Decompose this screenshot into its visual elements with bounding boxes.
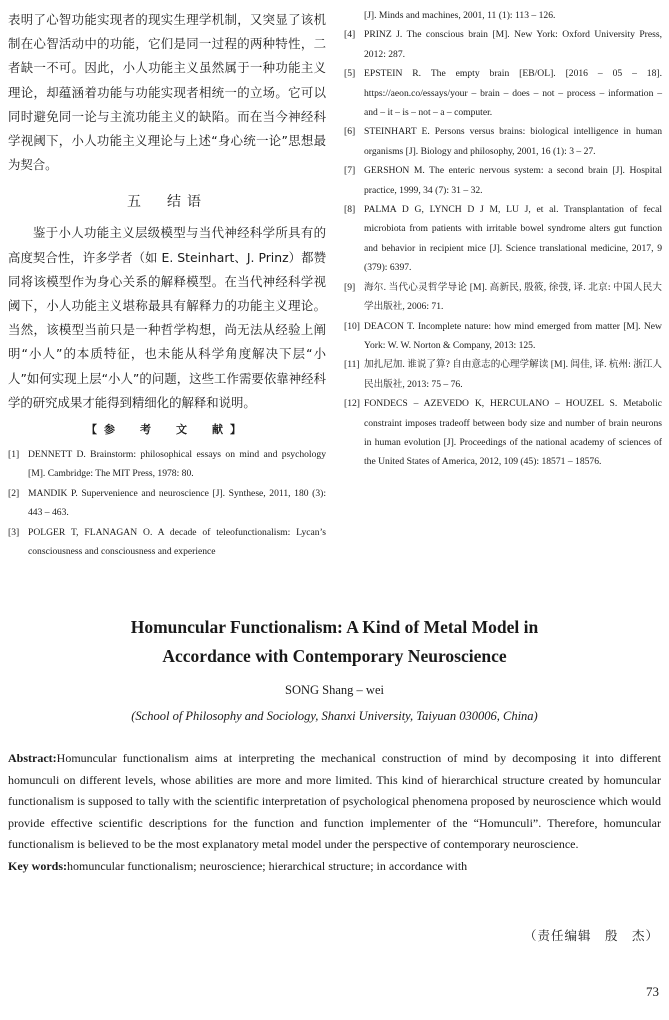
left-column (8, 8, 326, 561)
section-heading: 五 结语 (127, 194, 207, 211)
abstract-label: Abstract: (8, 751, 57, 765)
abstract (8, 748, 661, 877)
abstract-text: Homuncular functionalism aims at interpreting the mechanical construction of mind by decomposing it into different homunculi on different levels, whose abilities are more and more limited. This kind of hierarchical structure created by homuncular functionalism is supposed to tally with the scientific interpretation of psychological phenomena proposed by neuroscience which would provide effective scientific descriptions for the function and function implementer of the “Homunculi”. Therefore, homuncular functionalism is believed to be the most explanatory metal model under the perspective of contemporary neuroscience. (8, 751, 661, 851)
keywords-text: homuncular functionalism; neuroscience; hierarchical structure; in accordance with (67, 858, 468, 873)
english-title (0, 613, 669, 671)
reference-item: [8] PALMA D G, LYNCH D J M, LU J, et al. Transplantation of fecal microbiota from patients with irritable bowel syndrome alters gut function and behavior in recipient mice [J]. Science translational medicine, 2017, 9 (379): 6397. (344, 204, 662, 274)
reference-item: [7] GERSHON M. The enteric nervous system: a second brain [J]. Hospital practice, 1999, 34 (7): 31 – 32. (344, 165, 662, 196)
conclusion-paragraph: 鉴于小人功能主义层级模型与当代神经科学所具有的高度契合性，许多学者（如 E. Steinhart、J. Prinz）都赞同将该模型作为身心关系的解释模型。在当代神经科学视阈下，小人功能主义堪称最具有解释力的功能主义理论。当然，该模型当前只是一种哲学构想，尚无法从经验上阐明“小人”的本质特征，也未能从科学角度解决下层“小人”如何实现上层“小人”的问题，这些工作需要依靠神经科学的研究成果才能得到精细化的解释和说明。 (8, 225, 326, 410)
right-column (344, 6, 662, 472)
page-number: 73 (646, 984, 659, 999)
reference-item: [3] POLGER T, FLANAGAN O. A decade of teleofunctionalism: Lycan’s consciousness and consciousness and experience (8, 526, 326, 558)
references-heading: 【参 考 文 献】 (86, 423, 248, 437)
english-title-line2: Accordance with Contemporary Neuroscience (162, 646, 507, 666)
reference-item: [9] 海尔. 当代心灵哲学导论 [M]. 高新民, 殷筱, 徐弢, 译. 北京: 中国人民大学出版社, 2006: 71. (344, 281, 662, 313)
editor-note: （责任编辑 殷 杰） (523, 928, 659, 943)
reference-item: [6] STEINHART E. Persons versus brains: biological intelligence in human organisms [J]. Biology and philosophy, 2001, 16 (1): 3 – 27. (344, 126, 662, 157)
reference-item-continued: [J]. Minds and machines, 2001, 11 (1): 113 – 126. (364, 10, 556, 21)
intro-paragraph: 表明了心智功能实现者的现实生理学机制，又突显了该机制在心智活动中的功能，它们是同一过程的两种特性，二者缺一不可。因此，小人功能主义虽然属于一种功能主义理论，却蕴涵着功能与功能实现者相统一的立场。它可以同时避免同一论与主流功能主义的缺陷。而在当今神经科学视阈下，小人功能主义理论与上述“身心统一论”思想最为契合。 (8, 12, 326, 173)
reference-item: [12] FONDECS – AZEVEDO K, HERCULANO – HOUZEL S. Metabolic constraint imposes tradeoff between body size and number of brain neurons in human evolution [J]. Proceedings of the national academy of sciences of the United States of America, 2012, 109 (45): 18571 – 18576. (344, 398, 662, 468)
references-list-left (8, 445, 326, 561)
reference-item: [11] 加扎尼加. 谁说了算? 自由意志的心理学解读 [M]. 闾佳, 译. 杭州: 浙江人民出版社, 2013: 75 – 76. (344, 359, 662, 390)
author: SONG Shang – wei (285, 683, 384, 697)
reference-item: [2] MANDIK P. Supervenience and neuroscience [J]. Synthese, 2011, 180 (3): 443 – 463. (8, 487, 326, 519)
affiliation: (School of Philosophy and Sociology, Shanxi University, Taiyuan 030006, China) (131, 709, 538, 723)
reference-item: [10] DEACON T. Incomplete nature: how mind emerged from matter [M]. New York: W. W. Norton & Company, 2013: 125. (344, 320, 662, 351)
reference-item: [4] PRINZ J. The conscious brain [M]. New York: Oxford University Press, 2012: 287. (344, 29, 662, 60)
reference-item: [5] EPSTEIN R. The empty brain [EB/OL]. [2016 – 05 – 18]. https://aeon.co/essays/your – brain – does – not – process – information – and – it – is – not – a – computer. (344, 68, 662, 119)
reference-item: [1] DENNETT D. Brainstorm: philosophical essays on mind and psychology [M]. Cambridge: The MIT Press, 1978: 80. (8, 449, 326, 480)
english-title-line1: Homuncular Functionalism: A Kind of Metal Model in (130, 617, 539, 637)
keywords-label: Key words: (8, 858, 67, 873)
